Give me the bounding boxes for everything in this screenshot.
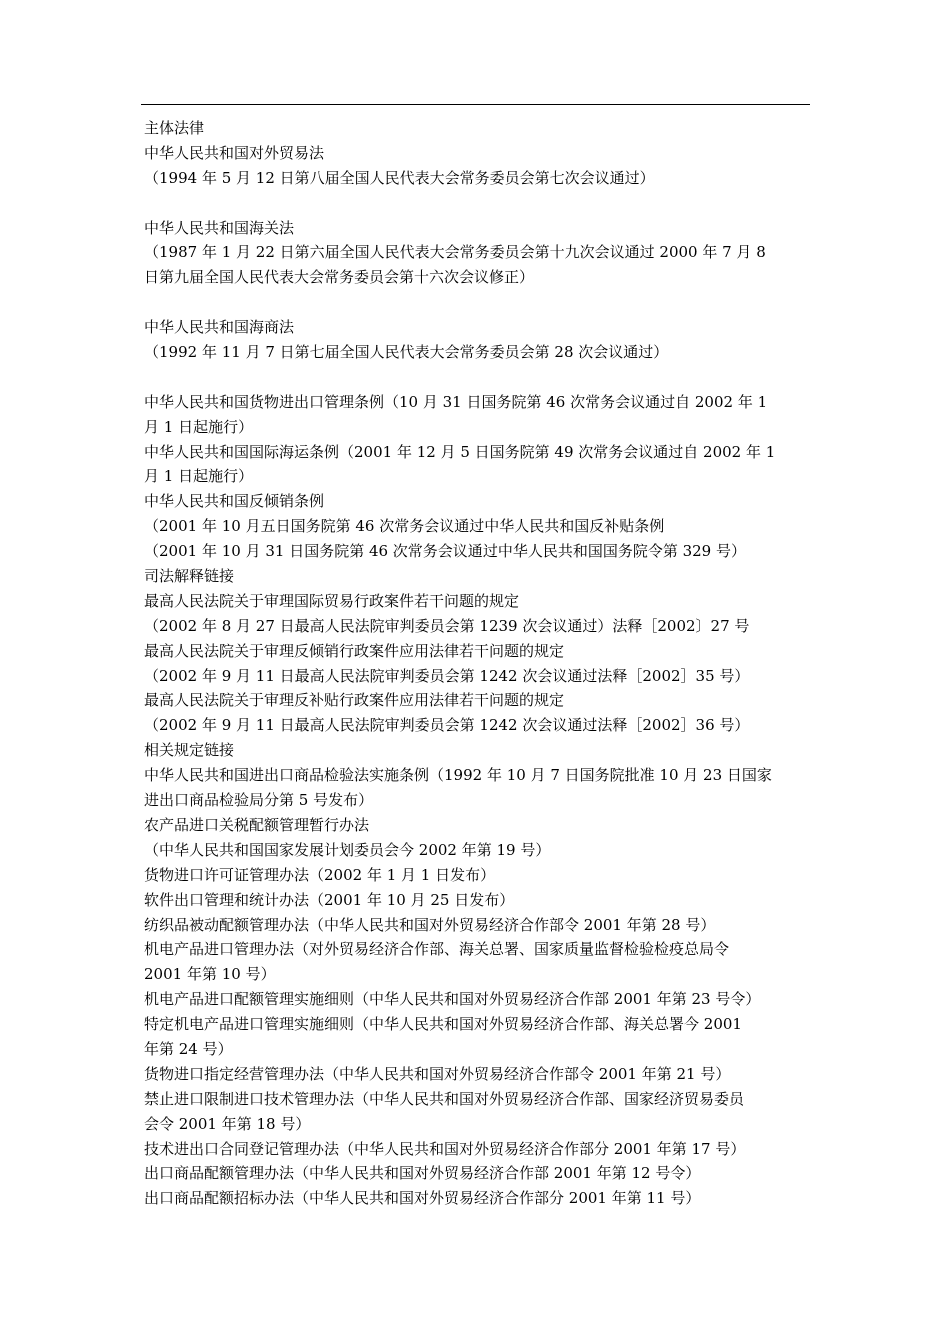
text-line: 日第九届全国人民代表大会常务委员会第十六次会议修正） <box>144 268 535 287</box>
text-line: （1992 年 11 月 7 日第七届全国人民代表大会常务委员会第 28 次会议通过） <box>144 343 669 362</box>
text-line: 2001 年第 10 号） <box>144 965 276 984</box>
text-line: 纺织品被动配额管理办法（中华人民共和国对外贸易经济合作部令 2001 年第 28 号） <box>144 915 716 934</box>
text-line: 月 1 日起施行） <box>144 467 254 486</box>
text-line: （1994 年 5 月 12 日第八届全国人民代表大会常务委员会第七次会议通过） <box>144 168 655 187</box>
blank-line <box>144 191 812 216</box>
text-line: 会令 2001 年第 18 号） <box>144 1114 311 1133</box>
text-line: 货物进口许可证管理办法（2002 年 1 月 1 日发布） <box>144 865 496 884</box>
text-line: 出口商品配额招标办法（中华人民共和国对外贸易经济合作部分 2001 年第 11 号） <box>144 1189 701 1208</box>
document-body <box>144 116 812 1211</box>
text-line: （2001 年 10 月 31 日国务院第 46 次常务会议通过中华人民共和国国务院令第 329 号） <box>144 542 746 561</box>
text-line: 出口商品配额管理办法（中华人民共和国对外贸易经济合作部 2001 年第 12 号令） <box>144 1164 701 1183</box>
header-rule <box>141 104 810 105</box>
text-line: 机电产品进口配额管理实施细则（中华人民共和国对外贸易经济合作部 2001 年第 23 号令） <box>144 990 761 1009</box>
text-line: 机电产品进口管理办法（对外贸易经济合作部、海关总署、国家质量监督检验检疫总局令 <box>144 940 730 959</box>
text-line: （2002 年 9 月 11 日最高人民法院审判委员会第 1242 次会议通过法释［2002］36 号） <box>144 716 750 735</box>
text-line: 技术进出口合同登记管理办法（中华人民共和国对外贸易经济合作部分 2001 年第 17 号） <box>144 1139 746 1158</box>
text-line: 中华人民共和国反倾销条例 <box>144 492 325 511</box>
text-line: 中华人民共和国货物进出口管理条例（10 月 31 日国务院第 46 次常务会议通过自 2002 年 1 <box>144 392 768 411</box>
text-line: 中华人民共和国进出口商品检验法实施条例（1992 年 10 月 7 日国务院批准 10 月 23 日国家 <box>144 766 772 785</box>
text-line: 货物进口指定经营管理办法（中华人民共和国对外贸易经济合作部令 2001 年第 21 号） <box>144 1064 731 1083</box>
text-line: 特定机电产品进口管理实施细则（中华人民共和国对外贸易经济合作部、海关总署今 2001 <box>144 1015 742 1034</box>
text-line: （2001 年 10 月五日国务院第 46 次常务会议通过中华人民共和国反补贴条例 <box>144 517 665 536</box>
text-line: 最高人民法院关于审理反补贴行政案件应用法律若干问题的规定 <box>144 691 565 710</box>
text-line: 最高人民法院关于审理反倾销行政案件应用法律若干问题的规定 <box>144 641 565 660</box>
text-line: （2002 年 8 月 27 日最高人民法院审判委员会第 1239 次会议通过）法释［2002〕27 号 <box>144 616 750 635</box>
text-line: 中华人民共和国对外贸易法 <box>144 143 325 162</box>
blank-line <box>144 290 812 315</box>
text-line: 中华人民共和国国际海运条例（2001 年 12 月 5 日国务院第 49 次常务会议通过自 2002 年 1 <box>144 442 776 461</box>
blank-line <box>144 365 812 390</box>
text-line: 中华人民共和国海商法 <box>144 318 295 337</box>
text-line: 相关规定链接 <box>144 741 235 760</box>
text-line: 软件出口管理和统计办法（2001 年 10 月 25 日发布） <box>144 890 515 909</box>
text-line: 中华人民共和国海关法 <box>144 218 295 237</box>
text-line: 年第 24 号） <box>144 1039 233 1058</box>
text-line: 最高人民法院关于审理国际贸易行政案件若干问题的规定 <box>144 591 520 610</box>
text-line: 月 1 日起施行） <box>144 417 254 436</box>
text-line: （2002 年 9 月 11 日最高人民法院审判委员会第 1242 次会议通过法释［2002］35 号） <box>144 666 750 685</box>
text-line: 主体法律 <box>144 119 205 137</box>
text-line: （中华人民共和国国家发展计划委员会今 2002 年第 19 号） <box>144 840 551 859</box>
text-line: 进出口商品检验局分第 5 号发布） <box>144 791 374 810</box>
text-line: （1987 年 1 月 22 日第六届全国人民代表大会常务委员会第十九次会议通过 2000 年 7 月 8 <box>144 243 766 262</box>
text-line: 农产品进口关税配额管理暂行办法 <box>144 815 370 834</box>
text-line: 禁止进口限制进口技术管理办法（中华人民共和国对外贸易经济合作部、国家经济贸易委员 <box>144 1089 745 1108</box>
text-line: 司法解释链接 <box>144 567 235 586</box>
